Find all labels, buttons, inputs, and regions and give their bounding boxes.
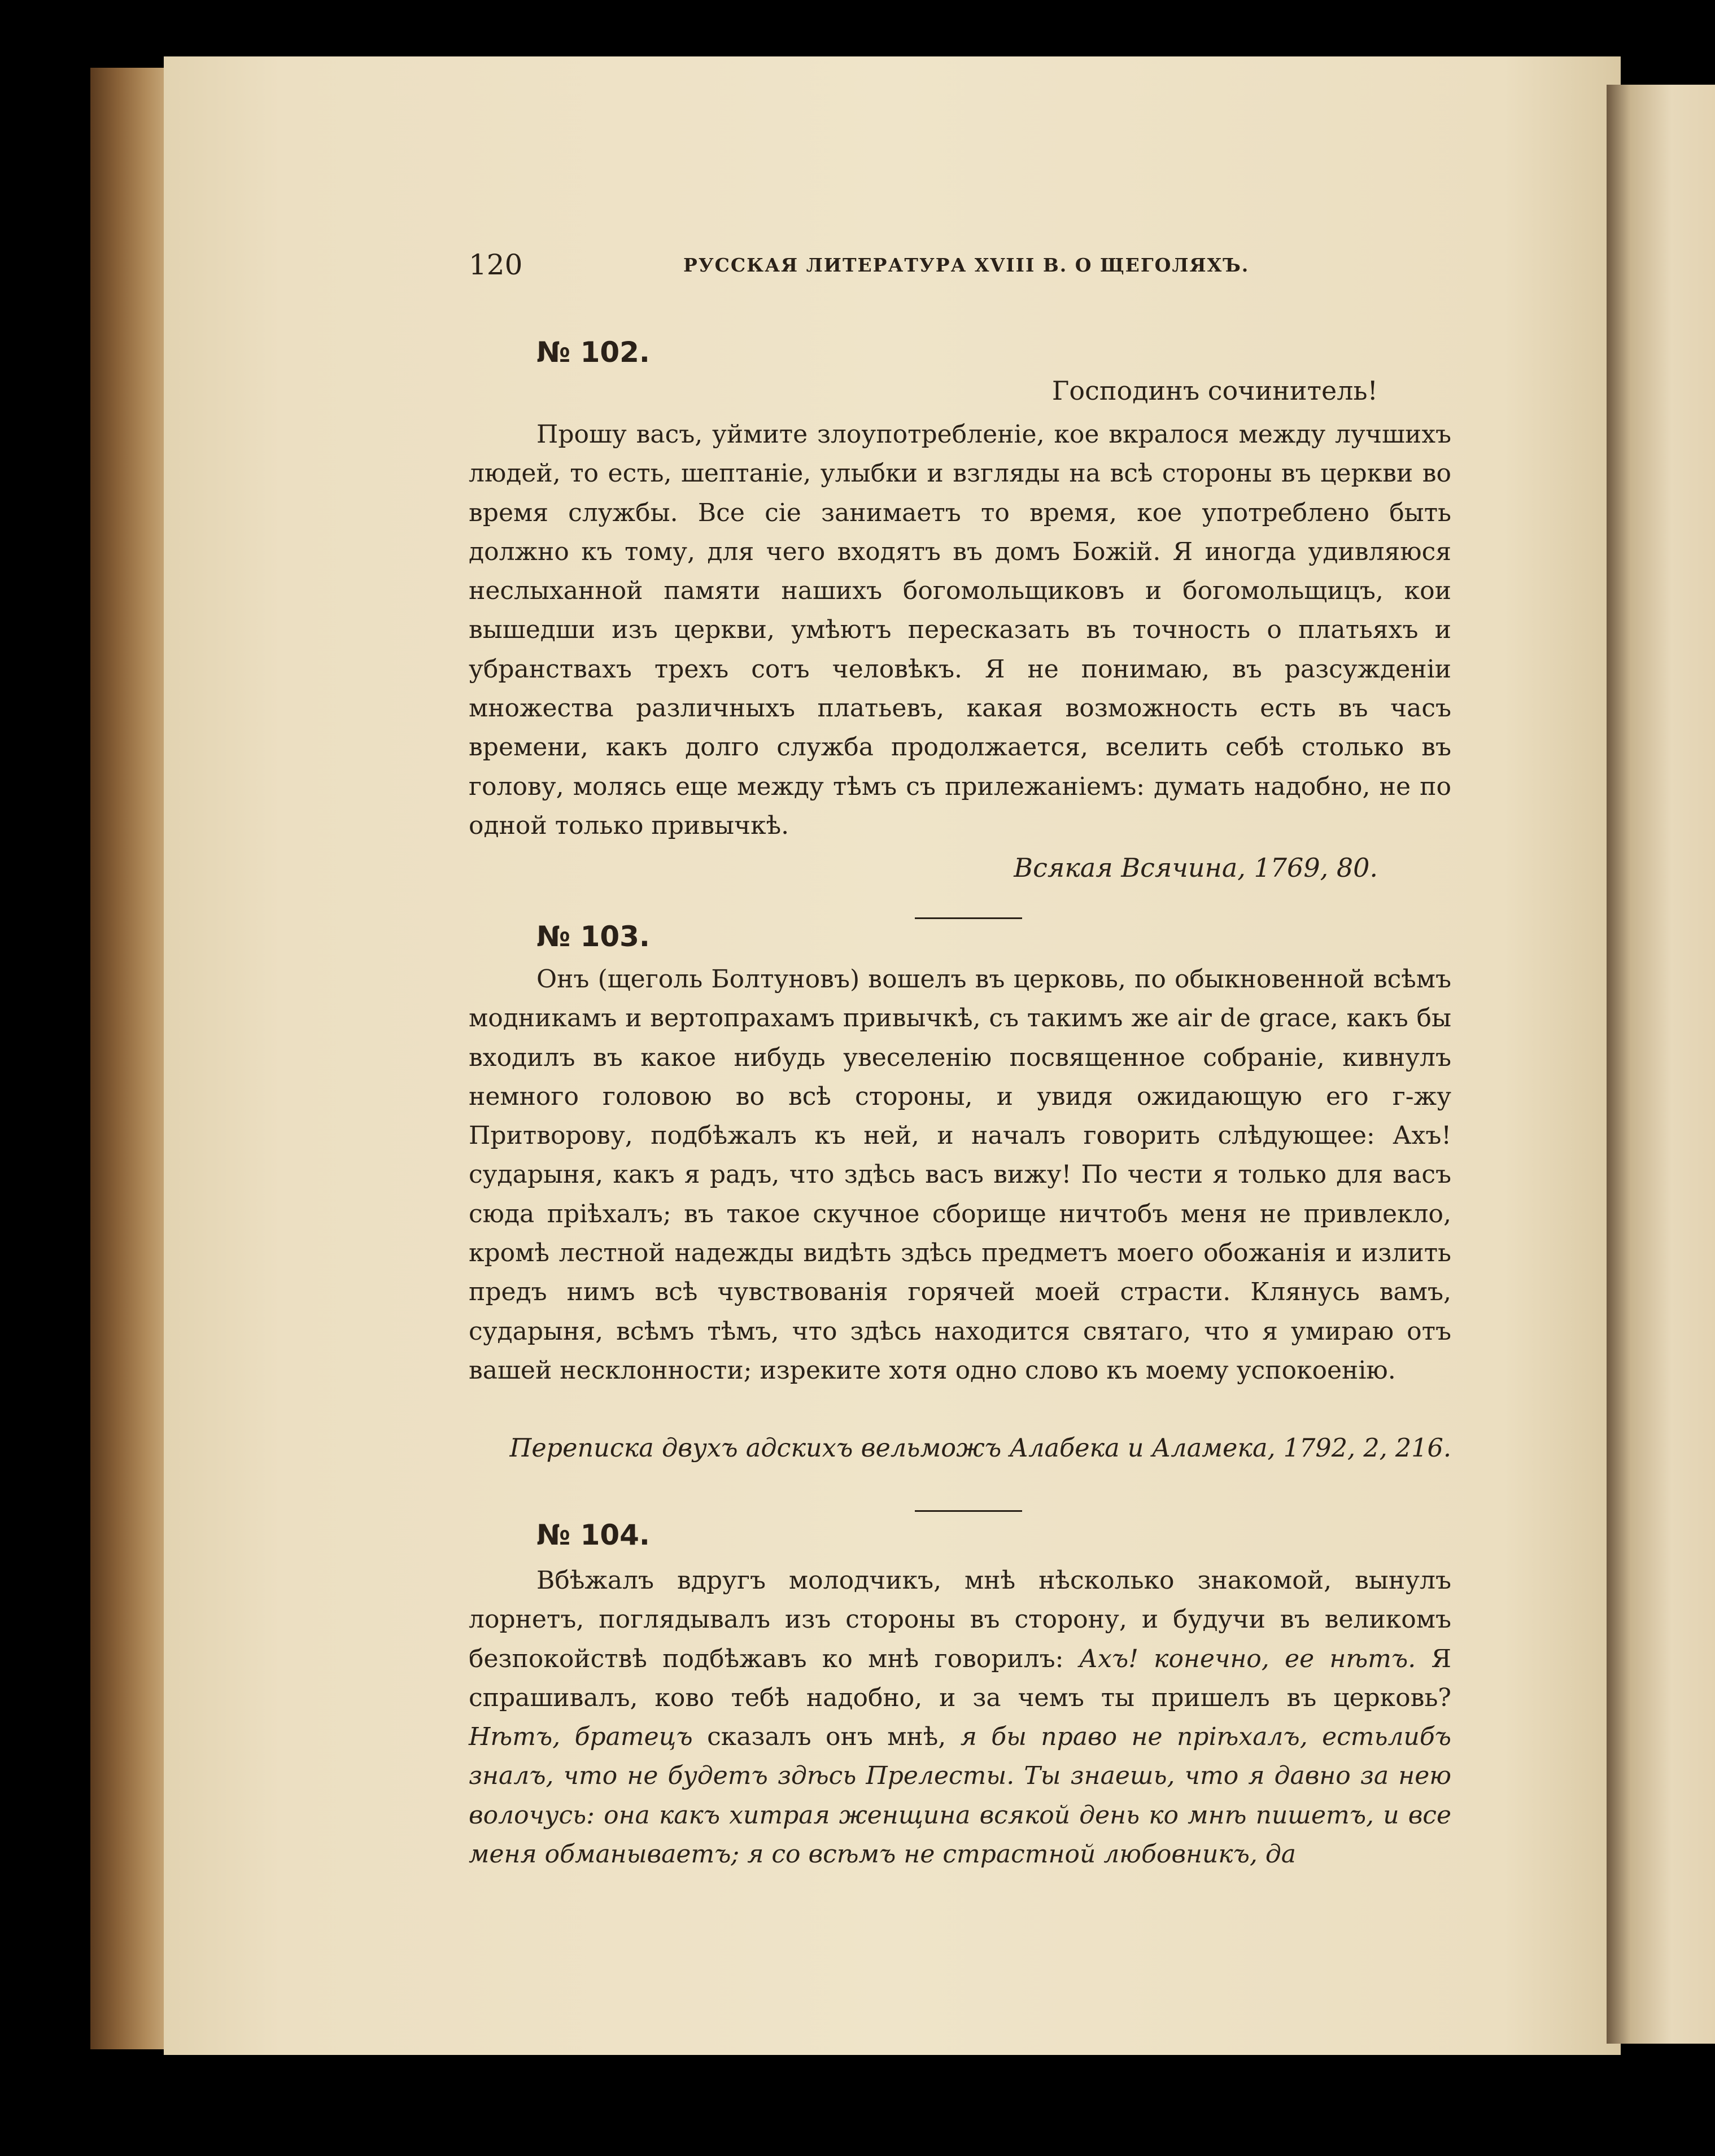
entry-source-102: Всякая Всячина, 1769, 80. <box>1014 852 1378 883</box>
entry-number-104: № 104. <box>536 1519 650 1551</box>
text-segment-italic: Нѣтъ, братецъ <box>469 1722 693 1752</box>
entry-text-102: Прошу васъ, уймите злоупотребленіе, кое вкралося между лучшихъ людей, то есть, шептаніе, улыбки и взгляды на всѣ стороны въ церкви во время службы. Все сіе занимаетъ то время, кое употреблено быть должно къ тому, для чего входятъ въ домъ Божій. Я иногда удивляюся неслыханной памяти нашихъ богомольщиковъ и богомольщицъ, кои вышедши изъ церкви, умѣютъ пересказать въ точность о платьяхъ и убранствахъ трехъ сотъ человѣкъ. Я не понимаю, въ разсужденіи множества различныхъ платьевъ, какая возможность есть въ часъ времени, какъ долго служба продолжается, вселить себѣ столько въ голову, молясь еще между тѣмъ съ прилежаніемъ: думать надобно, не по одной только привычкѣ. <box>469 420 1451 840</box>
book-edge <box>90 68 169 2049</box>
text-segment: Вбѣжалъ вдругъ молодчикъ, мнѣ нѣсколько знакомой, вынулъ лорнетъ, поглядывалъ изъ стороны въ сторону, и будучи въ великомъ безпокойствѣ подбѣжавъ ко мнѣ говорилъ: <box>469 1566 1451 1673</box>
running-head <box>469 248 1451 288</box>
text-segment-italic: я бы право не пріѣхалъ, естьлибъ зналъ, что не будетъ здѣсь Прелесты. Ты знаешь, что я давно за нею волочусь: она какъ хитрая женщина всякой день ко мнѣ пишетъ, и все меня обманываетъ; я со всѣмъ не страстной любовникъ, да <box>469 1722 1451 1869</box>
entry-source-103: Переписка двухъ адскихъ вельможъ Алабека и Аламека, 1792, 2, 216. <box>509 1434 1451 1463</box>
section-divider <box>915 1510 1022 1512</box>
section-divider <box>915 917 1022 919</box>
running-title: РУССКАЯ ЛИТЕРАТУРА XVIII В. О ЩЕГОЛЯХЪ. <box>683 254 1250 276</box>
entry-text-103: Онъ (щеголь Болтуновъ) вошелъ въ церковь, по обыкновенной всѣмъ модникамъ и вертопрахамъ привычкѣ, съ такимъ же air de grace, какъ бы входилъ въ какое нибудь увеселенію посвященное собраніе, кивнулъ немного головою во всѣ стороны, и увидя ожидающую его г-жу Притворову, подбѣжалъ къ ней, и началъ говорить слѣдующее: Ахъ! сударыня, какъ я радъ, что здѣсь васъ вижу! По чести я только для васъ сюда пріѣхалъ; въ такое скучное сборище ничтобъ меня не привлекло, кромѣ лестной надежды видѣть здѣсь предметъ моего обожанія и излить предъ нимъ всѣ чувствованія горячей моей страсти. Клянусь вамъ, сударыня, всѣмъ тѣмъ, что здѣсь находится святаго, что я умираю отъ вашей несклонности; изреките хотя одно слово къ моему успокоенію. <box>469 965 1451 1385</box>
text-segment: Я спрашивалъ, ково тебѣ надобно, и за чемъ ты пришелъ въ церковь? <box>469 1644 1451 1712</box>
page-number: 120 <box>469 248 523 281</box>
salutation: Господинъ сочинитель! <box>1051 375 1378 406</box>
entry-number-102: № 102. <box>536 336 650 369</box>
text-segment: сказалъ онъ мнѣ, <box>692 1722 961 1752</box>
entry-text-104 <box>469 1561 1451 1874</box>
facing-page-edge <box>1607 85 1715 2044</box>
text-segment-italic: Ахъ! конечно, ее нѣтъ. <box>1079 1644 1416 1673</box>
entry-number-103: № 103. <box>536 920 650 953</box>
